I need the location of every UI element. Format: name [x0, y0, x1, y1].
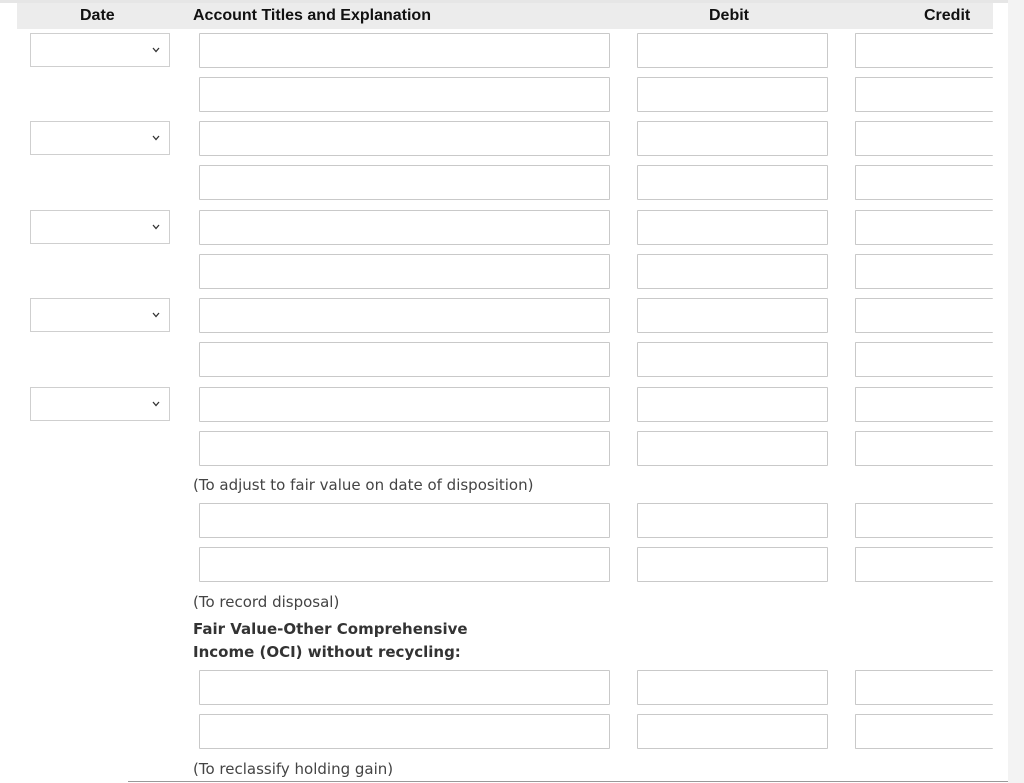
- account-title-input[interactable]: [199, 254, 610, 289]
- debit-input[interactable]: [637, 714, 828, 749]
- credit-input[interactable]: [855, 670, 993, 705]
- credit-input[interactable]: [855, 503, 993, 538]
- divider: [128, 781, 1008, 782]
- credit-input[interactable]: [855, 298, 993, 333]
- account-title-input[interactable]: [199, 33, 610, 68]
- header-debit: Debit: [709, 7, 749, 24]
- section-heading-line1: Fair Value-Other Comprehensive: [193, 620, 468, 638]
- date-select[interactable]: [30, 387, 170, 421]
- entry-note-adjust: (To adjust to fair value on date of disposition): [193, 476, 534, 494]
- account-title-input[interactable]: [199, 342, 610, 377]
- date-select[interactable]: [30, 121, 170, 155]
- date-select[interactable]: [30, 210, 170, 244]
- chevron-down-icon: [152, 135, 160, 141]
- debit-input[interactable]: [637, 342, 828, 377]
- entry-note-reclassify: (To reclassify holding gain): [193, 760, 394, 778]
- credit-input[interactable]: [855, 165, 993, 200]
- chevron-down-icon: [152, 312, 160, 318]
- account-title-input[interactable]: [199, 77, 610, 112]
- debit-input[interactable]: [637, 387, 828, 422]
- account-title-input[interactable]: [199, 547, 610, 582]
- debit-input[interactable]: [637, 210, 828, 245]
- debit-input[interactable]: [637, 165, 828, 200]
- entry-note-disposal: (To record disposal): [193, 593, 340, 611]
- account-title-input[interactable]: [199, 670, 610, 705]
- account-title-input[interactable]: [199, 165, 610, 200]
- credit-input[interactable]: [855, 547, 993, 582]
- scrollbar-track[interactable]: [1008, 0, 1024, 783]
- header-credit: Credit: [924, 7, 971, 24]
- debit-input[interactable]: [637, 503, 828, 538]
- credit-input[interactable]: [855, 210, 993, 245]
- header-date: Date: [80, 7, 115, 24]
- section-heading-line2: Income (OCI) without recycling:: [193, 643, 461, 661]
- chevron-down-icon: [152, 224, 160, 230]
- credit-input[interactable]: [855, 342, 993, 377]
- debit-input[interactable]: [637, 431, 828, 466]
- debit-input[interactable]: [637, 547, 828, 582]
- credit-input[interactable]: [855, 714, 993, 749]
- credit-input[interactable]: [855, 254, 993, 289]
- account-title-input[interactable]: [199, 387, 610, 422]
- account-title-input[interactable]: [199, 121, 610, 156]
- header-account-titles: Account Titles and Explanation: [193, 7, 431, 24]
- credit-input[interactable]: [855, 33, 993, 68]
- credit-input[interactable]: [855, 431, 993, 466]
- date-select[interactable]: [30, 33, 170, 67]
- credit-input[interactable]: [855, 77, 993, 112]
- chevron-down-icon: [152, 401, 160, 407]
- debit-input[interactable]: [637, 33, 828, 68]
- debit-input[interactable]: [637, 77, 828, 112]
- account-title-input[interactable]: [199, 298, 610, 333]
- account-title-input[interactable]: [199, 714, 610, 749]
- chevron-down-icon: [152, 47, 160, 53]
- account-title-input[interactable]: [199, 210, 610, 245]
- debit-input[interactable]: [637, 121, 828, 156]
- date-select[interactable]: [30, 298, 170, 332]
- table-header: [17, 3, 993, 29]
- account-title-input[interactable]: [199, 431, 610, 466]
- credit-input[interactable]: [855, 121, 993, 156]
- debit-input[interactable]: [637, 254, 828, 289]
- debit-input[interactable]: [637, 298, 828, 333]
- credit-input[interactable]: [855, 387, 993, 422]
- debit-input[interactable]: [637, 670, 828, 705]
- section-heading: [193, 618, 468, 664]
- account-title-input[interactable]: [199, 503, 610, 538]
